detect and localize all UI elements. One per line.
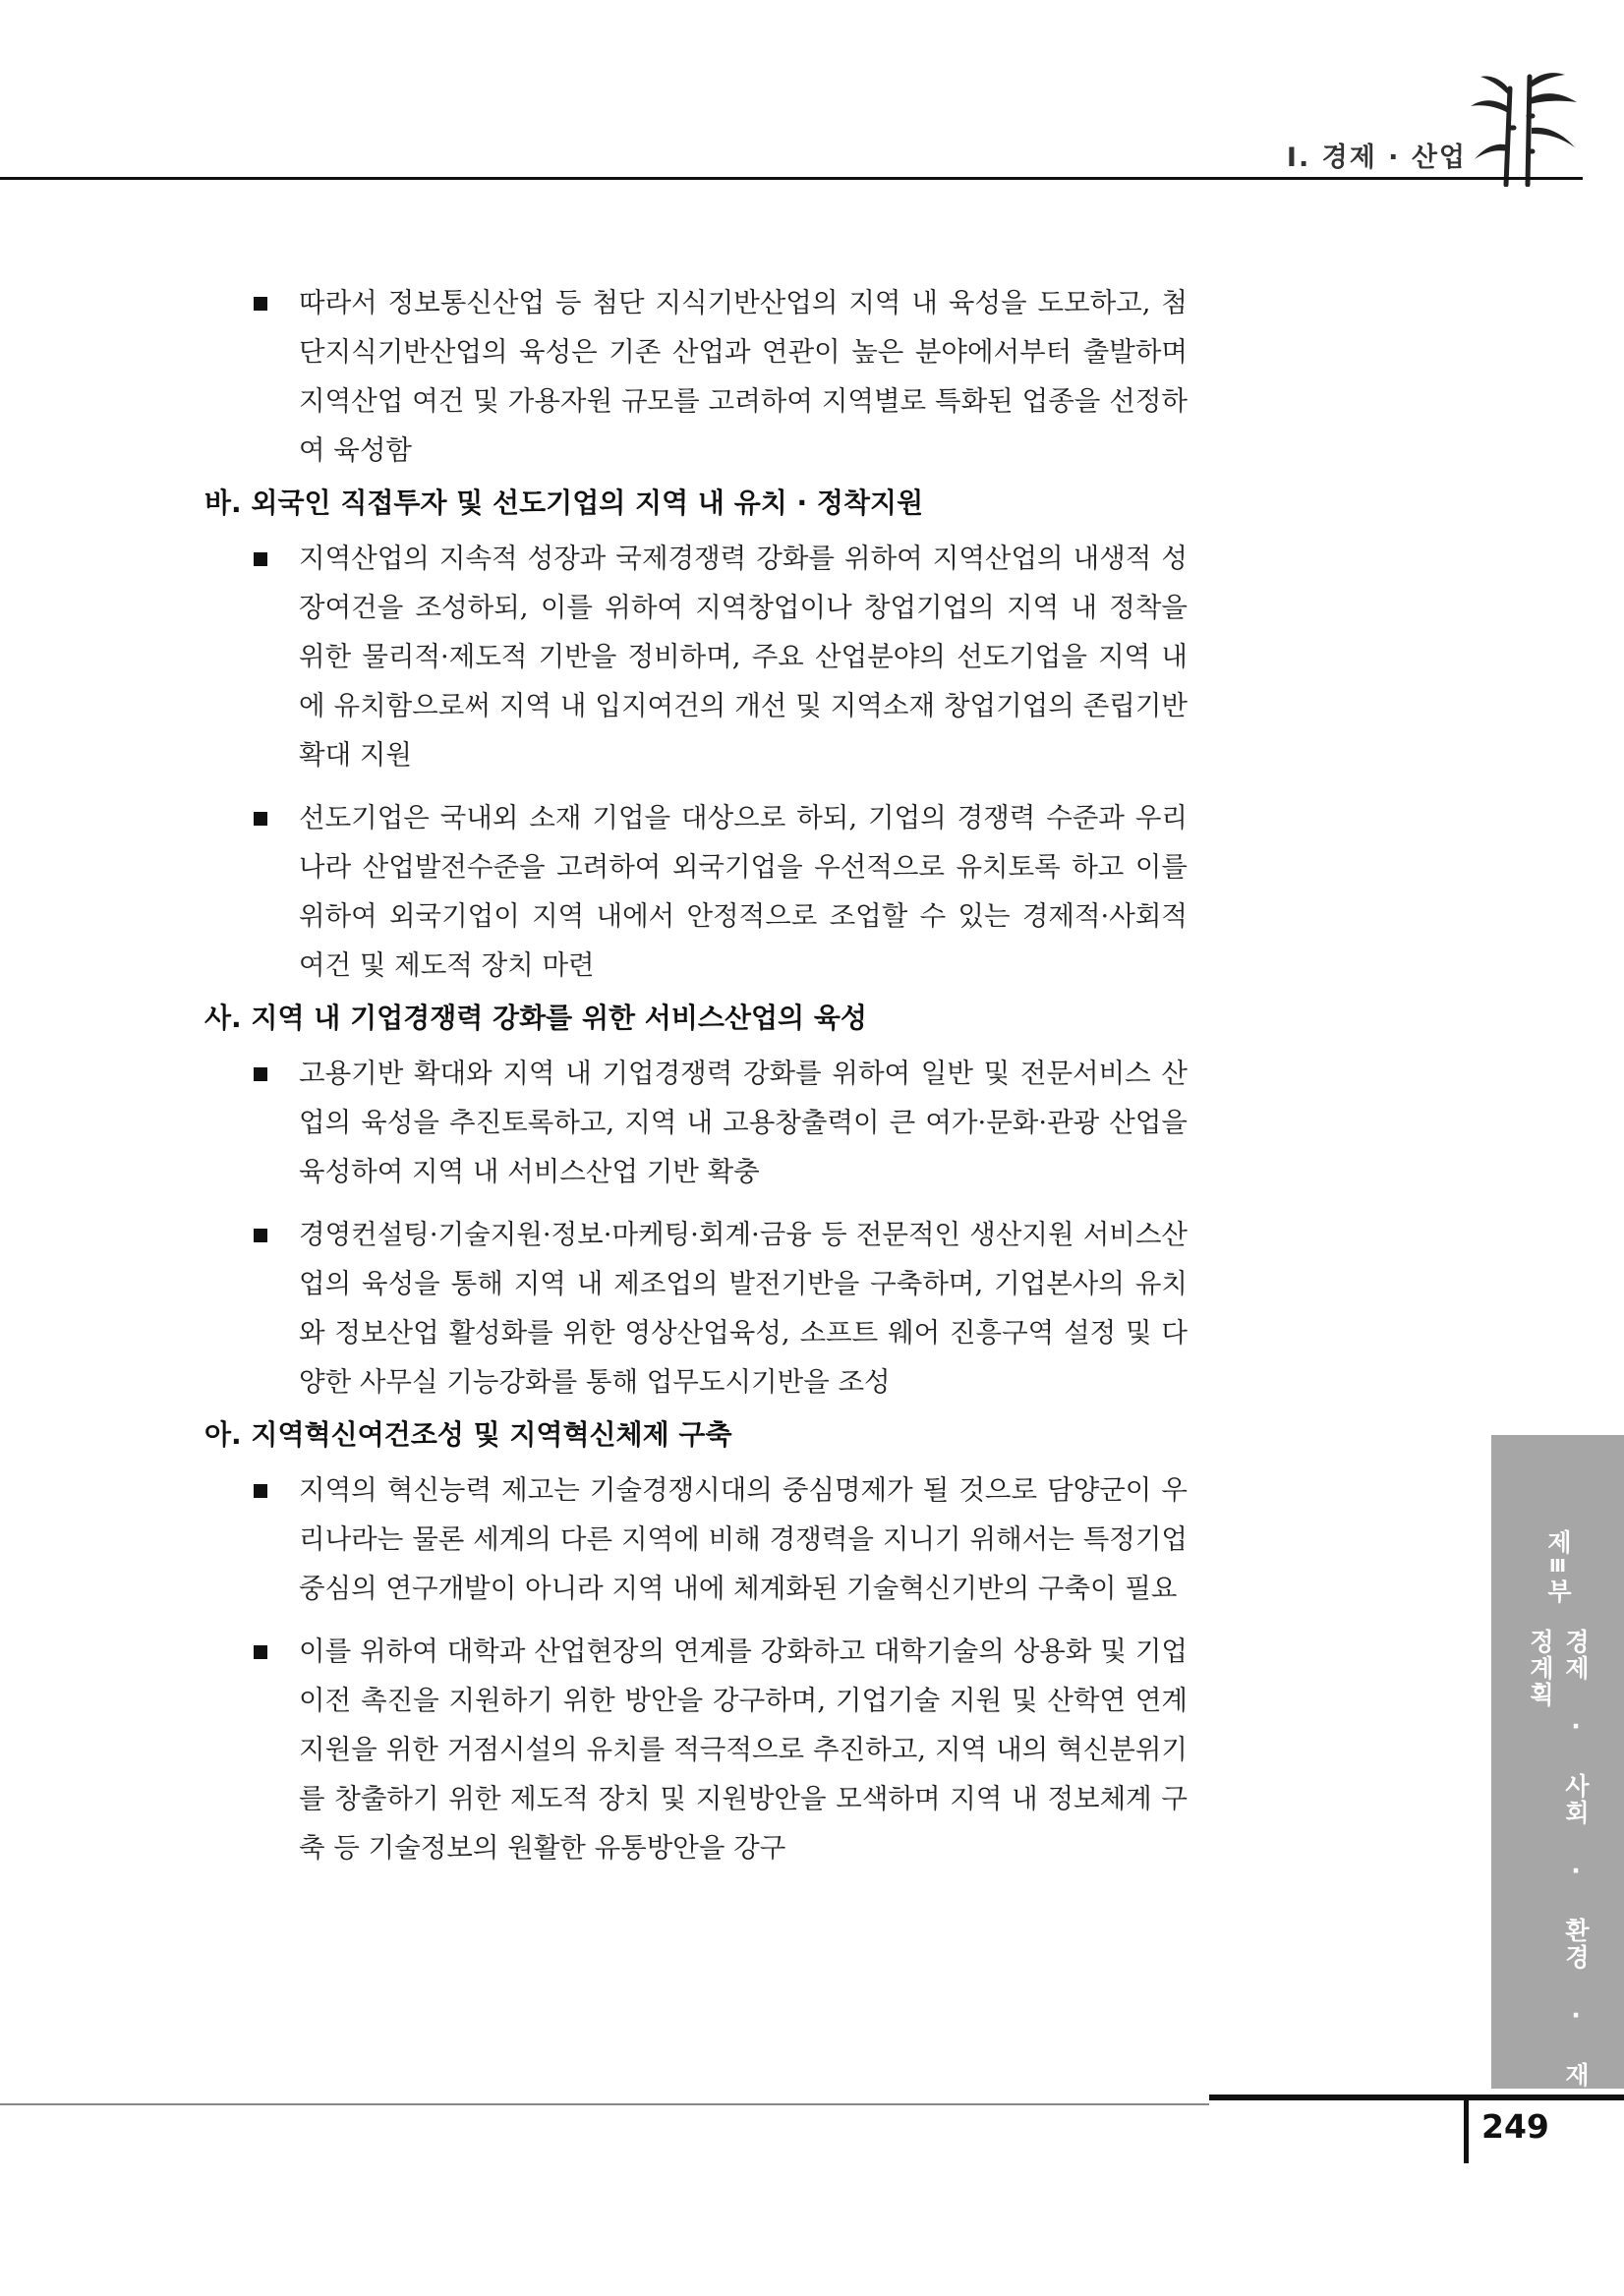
page-number-bar [1464,2095,1469,2163]
bullet-item [204,793,1188,990]
bullet-text: 고용기반 확대와 지역 내 기업경쟁력 강화를 위하여 일반 및 전문서비스 산업의 육성을 추진토록하고, 지역 내 고용창출력이 큰 여가·문화·관광 산업을 육성하여 지역 내 서비스산업 기반 확충 [299,1058,1188,1187]
footer-divider [0,2103,1209,2105]
bullet-item [204,534,1188,779]
bullet-text: 이를 위하여 대학과 산업현장의 연계를 강화하고 대학기술의 상용화 및 기업이전 촉진을 지원하기 위한 방안을 강구하며, 기업기술 지원 및 산학연 연계지원을 위한 거점시설의 유치를 적극적으로 추진하고, 지역 내의 혁신분위기를 창출하기 위한 제도적 장치 및 지원방안을 모색하며 지역 내 정보체계 구축 등 기술정보의 원활한 유통방안을 강구 [299,1636,1188,1864]
bullet-text: 지역의 혁신능력 제고는 기술경쟁시대의 중심명제가 될 것으로 담양군이 우리나라는 물론 세계의 다른 지역에 비해 경쟁력을 지니기 위해서는 특정기업 중심의 연구개발이 아니라 지역 내에 체계화된 기술혁신기반의 구축이 필요 [299,1474,1188,1604]
bullet-text: 경영컨설팅·기술지원·정보·마케팅·회계·금융 등 전문적인 생산지원 서비스산업의 육성을 통해 지역 내 제조업의 발전기반을 구축하며, 기업본사의 유치와 정보산업 활성화를 위한 영상산업육성, 소프트 웨어 진흥구역 설정 및 다양한 사무실 기능강화를 통해 업무도시기반을 조성 [299,1219,1188,1398]
square-bullet-icon [254,297,267,311]
footer-accent-bar [1209,2095,1624,2100]
square-bullet-icon [254,1645,267,1659]
section-heading: 아. 지역혁신여건조성 및 지역혁신체제 구축 [204,1418,732,1451]
bullet-item [204,278,1188,475]
header-divider [0,177,1583,180]
section-heading: 사. 지역 내 기업경쟁력 강화를 위한 서비스산업의 육성 [204,1002,867,1034]
part-title [1491,1529,1624,2089]
square-bullet-icon [254,1229,267,1242]
bullet-text: 지역산업의 지속적 성장과 국제경쟁력 강화를 위하여 지역산업의 내생적 성장여건을 조성하되, 이를 위하여 지역창업이나 창업기업의 지역 내 정착을 위한 물리적·제도적 기반을 정비하며, 주요 산업분야의 선도기업을 지역 내에 유치함으로써 지역 내 입지여건의 개선 및 지역소재 창업기업의 존립기반 확대 지원 [299,543,1188,771]
bullet-item [204,1049,1188,1196]
page-number: 249 [1481,2107,1549,2146]
bullet-text: 선도기업은 국내외 소재 기업을 대상으로 하되, 기업의 경쟁력 수준과 우리나라 산업발전수준을 고려하여 외국기업을 우선적으로 유치토록 하고 이를 위하여 외국기업이 지역 내에서 안정적으로 조업할 수 있는 경제적·사회적 여건 및 제도적 장치 마련 [299,802,1188,981]
square-bullet-icon [254,1067,267,1081]
section-heading: 바. 외국인 직접투자 및 선도기업의 지역 내 유치 · 정착지원 [204,487,924,519]
bullet-item [204,1210,1188,1406]
bullet-item [204,1627,1188,1872]
chapter-title: Ⅰ. 경제 · 산업 [1286,143,1467,173]
section [204,1415,1188,1872]
section [204,999,1188,1406]
bullet-text: 따라서 정보통신산업 등 첨단 지식기반산업의 지역 내 육성을 도모하고, 첨단지식기반산업의 육성은 기존 산업과 연관이 높은 분야에서부터 출발하며 지역산업 여건 및 가용자원 규모를 고려하여 지역별로 특화된 업종을 선정하여 육성함 [299,287,1188,466]
section [204,484,1188,990]
bamboo-icon [1467,69,1585,187]
square-bullet-icon [254,1484,267,1498]
main-content [204,278,1188,1872]
bullet-item [204,1465,1188,1613]
part-subtitle: 경제 · 사회 · 환경 · 재정계획 [1526,1628,1591,2089]
part-suffix: 부 [1543,1578,1573,1605]
part-numeral: Ⅲ [1547,1556,1568,1578]
square-bullet-icon [254,552,267,566]
square-bullet-icon [254,812,267,826]
part-prefix: 제 [1543,1529,1573,1556]
part-side-tab [1491,1435,1624,2089]
